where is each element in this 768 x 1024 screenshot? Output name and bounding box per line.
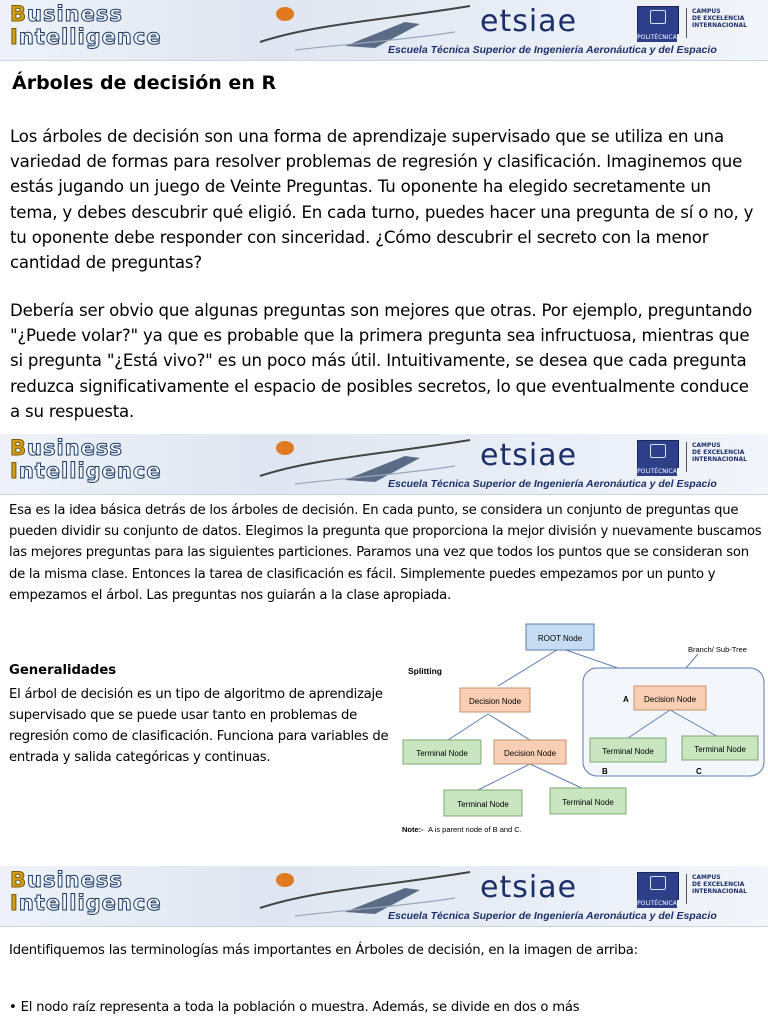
terminal-node-label: Terminal Node: [602, 747, 654, 756]
root-node-label: ROOT Node: [537, 634, 583, 643]
upm-crest-icon: [637, 6, 679, 34]
decision-node-label: Decision Node: [643, 695, 697, 704]
etsiae-logo: etsiae: [480, 870, 578, 905]
terminology-paragraph: Identifiquemos las terminologías más importantes en Árboles de decisión, en la imagen de arriba:: [9, 943, 638, 958]
business-intelligence-logo: Business Intelligence: [10, 2, 162, 49]
upm-crest-icon: [637, 440, 679, 468]
divider: [686, 8, 687, 38]
upm-crest-icon: [637, 872, 679, 900]
decision-node-label: Decision Node: [503, 749, 557, 758]
second-paragraph: Debería ser obvio que algunas preguntas son mejores que otras. Por ejemplo, preguntando "¿Puede volar?" ya que es probable que la primera pregunta sea infructuosa, mientras que si pregunta "¿Está vivo?" es un poco más útil. Intuitivamente, se desea que cada pregunta reduzca significativamente el espacio de posibles secretos, lo que eventualmente conduce a su respuesta.: [10, 301, 753, 421]
terminal-node-label: Terminal Node: [416, 749, 468, 758]
campus-label: CAMPUS DE EXCELENCIA INTERNACIONAL: [692, 8, 747, 29]
terminal-node-label: Terminal Node: [562, 798, 614, 807]
label-a: A: [623, 695, 629, 704]
school-name: Escuela Técnica Superior de Ingeniería Aeronáutica y del Espacio: [388, 44, 717, 56]
label-b: B: [602, 767, 608, 776]
etsiae-logo: etsiae: [480, 438, 578, 473]
decision-tree-diagram: [398, 616, 768, 840]
business-intelligence-logo: Business Intelligence: [10, 868, 162, 915]
school-name: Escuela Técnica Superior de Ingeniería Aeronáutica y del Espacio: [388, 478, 717, 490]
header-banner: [0, 0, 768, 61]
page-title: Árboles de decisión en R: [12, 72, 277, 94]
upm-label: POLITÉCNICA: [637, 900, 677, 907]
label-c: C: [696, 767, 702, 776]
campus-label: CAMPUS DE EXCELENCIA INTERNACIONAL: [692, 442, 747, 463]
header-banner: [0, 434, 768, 495]
intro-paragraph: Los árboles de decisión son una forma de aprendizaje supervisado que se utiliza en una variedad de formas para resolver problemas de regresión y clasificación. Imaginemos que estás jugando un juego de Veinte Preguntas. Tu oponente ha elegido secretamente un tema, y debes descubrir qué eligió. En cada turno, puedes hacer una pregunta de sí o no, y tu oponente debe responder con sinceridad. ¿Cómo descubrir el secreto con la menor cantidad de preguntas?: [10, 127, 754, 273]
note-label: Note:-: [402, 825, 424, 834]
section-heading: Generalidades: [9, 663, 117, 678]
divider: [686, 442, 687, 472]
business-intelligence-logo: Business Intelligence: [10, 436, 162, 483]
header-banner: [0, 866, 768, 927]
general-paragraph: El árbol de decisión es un tipo de algoritmo de aprendizaje supervisado que se puede usar tanto en problemas de regresión como de clasificación. Funciona para variables de entrada y salida categóricas y continuas.: [9, 687, 389, 765]
branch-label: Branch/ Sub-Tree: [688, 645, 747, 654]
bullet-item: • El nodo raíz representa a toda la población o muestra. Además, se divide en dos o más: [9, 1000, 580, 1015]
idea-paragraph: Esa es la idea básica detrás de los árboles de decisión. En cada punto, se considera un conjunto de preguntas que pueden dividir su conjunto de datos. Elegimos la pregunta que proporciona la mejor división y nuevamente buscamos las mejores preguntas para las siguientes particiones. Paramos una vez que todos los puntos que se consideran son de la misma clase. Entonces la tarea de clasificación es fácil. Simplemente puedes empezamos por un punto y empezamos el árbol. Las preguntas nos guiarán a la clase apropiada.: [9, 503, 762, 603]
upm-label: POLITÉCNICA: [637, 34, 677, 41]
terminal-node-label: Terminal Node: [457, 800, 509, 809]
decision-node-label: Decision Node: [468, 697, 522, 706]
campus-label: CAMPUS DE EXCELENCIA INTERNACIONAL: [692, 874, 747, 895]
divider: [686, 874, 687, 904]
note-text: A is parent node of B and C.: [428, 825, 522, 834]
etsiae-logo: etsiae: [480, 4, 578, 39]
terminal-node-label: Terminal Node: [694, 745, 746, 754]
splitting-label: Splitting: [408, 666, 442, 676]
school-name: Escuela Técnica Superior de Ingeniería Aeronáutica y del Espacio: [388, 910, 717, 922]
upm-label: POLITÉCNICA: [637, 468, 677, 475]
